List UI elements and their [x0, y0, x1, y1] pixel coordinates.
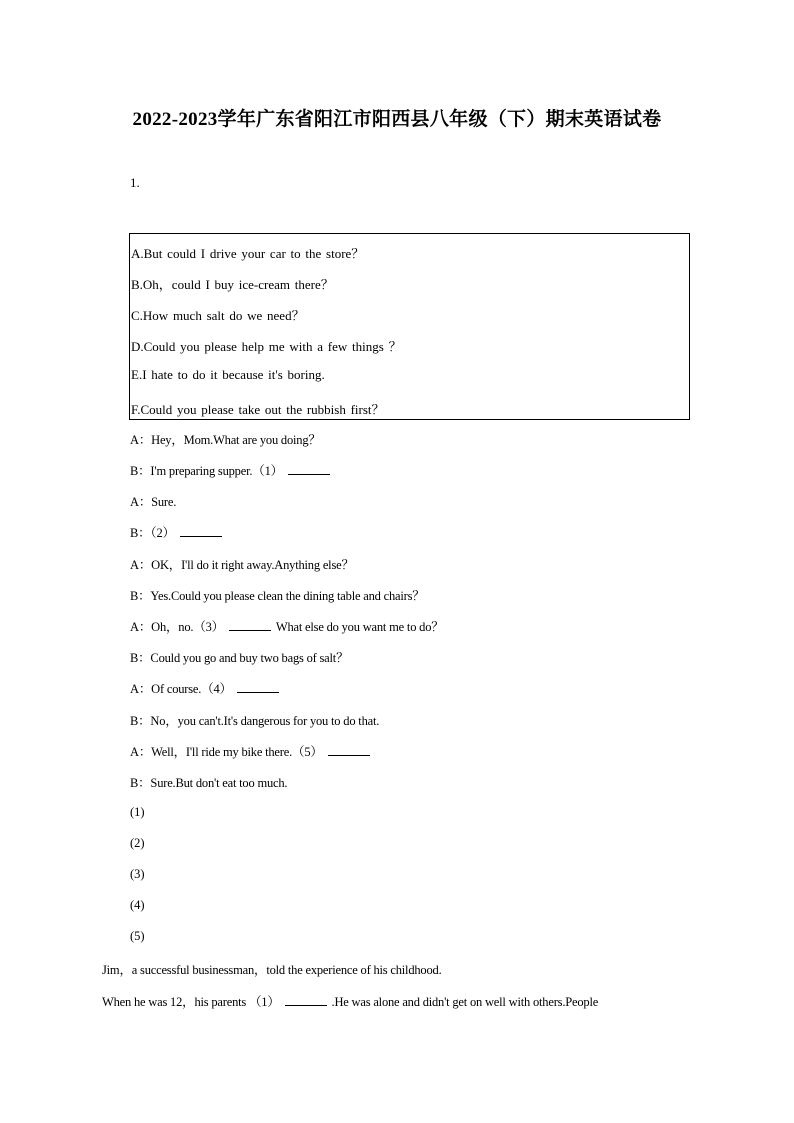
- dialogue-text: B：I'm preparing supper.（1）: [130, 464, 283, 478]
- answer-blank[interactable]: [180, 535, 222, 537]
- passage-text-after: .He was alone and didn't get on well with others.People: [331, 995, 599, 1009]
- dialogue-line: [130, 742, 372, 760]
- dialogue-line: [130, 648, 348, 666]
- answer-blank[interactable]: [229, 629, 271, 631]
- answer-blank[interactable]: [328, 754, 370, 756]
- dialogue-line: [130, 617, 444, 635]
- option-e: E.I hate to do it because it's boring.: [131, 367, 325, 382]
- passage-text: Jim，a successful businessman，told the experience of his childhood.: [102, 963, 442, 977]
- dialogue-text: B：Could you go and buy two bags of salt？: [130, 651, 349, 665]
- dialogue-text: A：OK，I'll do it right away.Anything else？: [130, 558, 354, 572]
- options-box: [129, 233, 690, 420]
- dialogue-text: A：Hey，Mom.What are you doing？: [130, 433, 321, 447]
- dialogue-text: B：Yes.Could you please clean the dining table and chairs？: [130, 589, 425, 603]
- dialogue-line: [130, 523, 224, 541]
- answer-slot-3[interactable]: (3): [130, 867, 145, 881]
- option-a: A.But could I drive your car to the store？: [131, 246, 365, 261]
- dialogue-line: [130, 773, 287, 791]
- answer-slot-5[interactable]: (5): [130, 929, 145, 943]
- answer-slot-1[interactable]: (1): [130, 805, 145, 819]
- dialogue-line: [130, 430, 321, 448]
- dialogue-line: [130, 711, 379, 729]
- answer-slot-4[interactable]: (4): [130, 898, 145, 912]
- passage-line: [102, 960, 442, 978]
- option-b: B.Oh，could I buy ice-cream there？: [131, 277, 334, 292]
- passage-text: When he was 12，his parents （1）: [102, 995, 280, 1009]
- dialogue-text-after: What else do you want me to do？: [275, 620, 444, 634]
- question-number: 1.: [130, 175, 140, 190]
- answer-blank[interactable]: [285, 1004, 327, 1006]
- dialogue-text: B：No，you can't.It's dangerous for you to do that.: [130, 714, 380, 728]
- dialogue-text: B：（2）: [130, 526, 175, 540]
- dialogue-text: B：Sure.But don't eat too much.: [130, 776, 288, 790]
- dialogue-line: [130, 586, 425, 604]
- passage-line: [102, 992, 598, 1010]
- page-title: 2022-2023学年广东省阳江市阳西县八年级（下）期末英语试卷: [132, 109, 662, 130]
- answer-blank[interactable]: [288, 473, 330, 475]
- answer-slot-2[interactable]: (2): [130, 836, 145, 850]
- dialogue-line: [130, 492, 176, 510]
- dialogue-text: A：Oh，no.（3）: [130, 620, 224, 634]
- option-d: D.Could you please help me with a few things ？: [131, 339, 402, 354]
- dialogue-line: [130, 461, 332, 479]
- dialogue-text: A：Of course.（4）: [130, 682, 232, 696]
- dialogue-text: A：Sure.: [130, 495, 177, 509]
- answer-blank[interactable]: [237, 691, 279, 693]
- dialogue-text: A：Well，I'll ride my bike there.（5）: [130, 745, 323, 759]
- option-f: F.Could you please take out the rubbish first？: [131, 402, 385, 417]
- dialogue-line: [130, 555, 354, 573]
- dialogue-line: [130, 679, 281, 697]
- option-c: C.How much salt do we need？: [131, 308, 305, 323]
